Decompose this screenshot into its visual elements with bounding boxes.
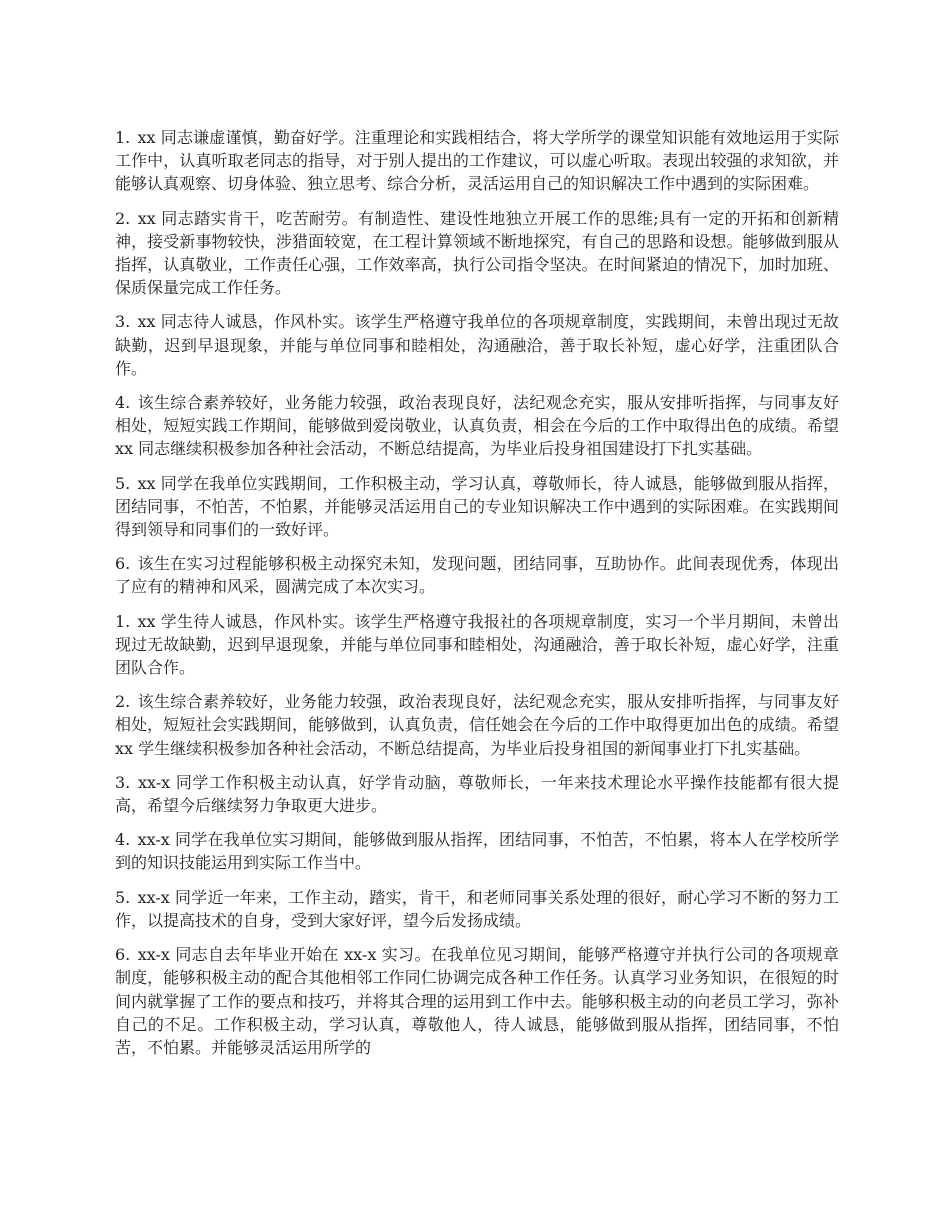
paragraph-number: 6. — [115, 554, 131, 574]
paragraph-11 — [115, 886, 839, 932]
paragraph-number: 1. — [115, 128, 131, 147]
paragraph-text: 该生在实习过程能够积极主动探究未知，发现问题，团结同事，互助协作。此间表现优秀，体现出了应有的精神和风采，圆满完成了本次实习。 — [115, 554, 839, 597]
paragraph-text: xx-x 同学工作积极主动认真，好学肯动脑，尊敬师长，一年来技术理论水平操作技能都有很大提高，希望今后继续努力争取更大进步。 — [115, 772, 839, 816]
paragraph-number: 5. — [115, 887, 131, 907]
paragraph-number: 2. — [115, 692, 131, 712]
paragraph-10 — [115, 828, 839, 874]
paragraph-text: xx 同学在我单位实践期间，工作积极主动，学习认真，尊敬师长，待人诚恳，能够做到服从指挥，团结同事，不怕苦，不怕累，并能够灵活运用自己的专业知识解决工作中遇到的实际困难。在实践期间得到领导和同事们的一致好评。 — [115, 473, 839, 540]
paragraph-number: 3. — [115, 772, 131, 792]
paragraph-text: xx 同志谦虚谨慎，勤奋好学。注重理论和实践相结合，将大学所学的课堂知识能有效地运用于实际工作中，认真听取老同志的指导，对于别人提出的工作建议，可以虚心听取。表现出较强的求知欲，并能够认真观察、切身体验、独立思考、综合分析，灵活运用自己的知识解决工作中遇到的实际困难。 — [115, 128, 839, 194]
paragraph-7 — [115, 610, 839, 680]
paragraph-text: xx 同志踏实肯干，吃苦耐劳。有制造性、建设性地独立开展工作的思维;具有一定的开拓和创新精神，接受新事物较快，涉猎面较宽，在工程计算领域不断地探究，有自己的思路和设想。能够做到服从指挥，认真敬业，工作责任心强，工作效率高，执行公司指令坚决。在时间紧迫的情况下，加时加班、保质保量完成工作任务。 — [115, 208, 839, 298]
paragraph-number: 3. — [115, 312, 131, 332]
paragraph-5 — [115, 472, 839, 542]
paragraph-text: 该生综合素养较好，业务能力较强，政治表现良好，法纪观念充实，服从安排听指挥，与同事友好相处，短短实践工作期间，能够做到爱岗敬业，认真负责，相会在今后的工作中取得出色的成绩。希望 xx 同志继续积极参加各种社会活动，不断总结提高，为毕业后投身祖国建设打下扎实基础。 — [115, 393, 839, 459]
paragraph-6 — [115, 552, 839, 598]
paragraph-number: 4. — [115, 393, 131, 413]
paragraph-number: 2. — [115, 208, 131, 228]
paragraph-text: xx-x 同学在我单位实习期间，能够做到服从指挥，团结同事，不怕苦，不怕累，将本人在学校所学到的知识技能运用到实际工作当中。 — [115, 830, 839, 873]
document-body — [115, 126, 839, 1070]
paragraph-9 — [115, 771, 839, 817]
paragraph-number: 4. — [115, 830, 131, 850]
paragraph-text: xx 同志待人诚恳，作风朴实。该学生严格遵守我单位的各项规章制度，实践期间，未曾出现过无故缺勤，迟到早退现象，并能与单位同事和睦相处，沟通融洽，善于取长补短，虚心好学，注重团队合作。 — [115, 312, 839, 378]
paragraph-number: 5. — [115, 473, 131, 493]
paragraph-number: 1. — [115, 611, 131, 631]
paragraph-text: 该生综合素养较好，业务能力较强，政治表现良好，法纪观念充实，服从安排听指挥，与同事友好相处，短短社会实践期间，能够做到，认真负责，信任她会在今后的工作中取得更加出色的成绩。希望 xx 学生继续积极参加各种社会活动，不断总结提高，为毕业后投身祖国的新闻事业打下扎实基础。 — [115, 692, 839, 758]
paragraph-text: xx-x 同学近一年来，工作主动，踏实，肯干，和老师同事关系处理的很好，耐心学习不断的努力工作，以提高技术的自身，受到大家好评，望今后发扬成绩。 — [115, 887, 839, 930]
paragraph-number: 6. — [115, 945, 131, 965]
paragraph-12 — [115, 943, 839, 1059]
paragraph-8 — [115, 690, 839, 760]
paragraph-text: xx-x 同志自去年毕业开始在 xx-x 实习。在我单位见习期间，能够严格遵守并执行公司的各项规章制度，能够积极主动的配合其他相邻工作同仁协调完成各种工作任务。认真学习业务知识，在很短的时间内就掌握了工作的要点和技巧，并将其合理的运用到工作中去。能够积极主动的向老员工学习，弥补自己的不足。工作积极主动，学习认真，尊敬他人，待人诚恳，能够做到服从指挥，团结同事，不怕苦，不怕累。并能够灵活运用所学的 — [115, 945, 839, 1057]
paragraph-2 — [115, 207, 839, 300]
paragraph-3 — [115, 310, 839, 380]
paragraph-1 — [115, 126, 839, 196]
paragraph-4 — [115, 391, 839, 461]
paragraph-text: xx 学生待人诚恳，作风朴实。该学生严格遵守我报社的各项规章制度，实习一个半月期间，未曾出现过无故缺勤，迟到早退现象，并能与单位同事和睦相处，沟通融洽，善于取长补短，虚心好学，注重团队合作。 — [115, 611, 839, 678]
